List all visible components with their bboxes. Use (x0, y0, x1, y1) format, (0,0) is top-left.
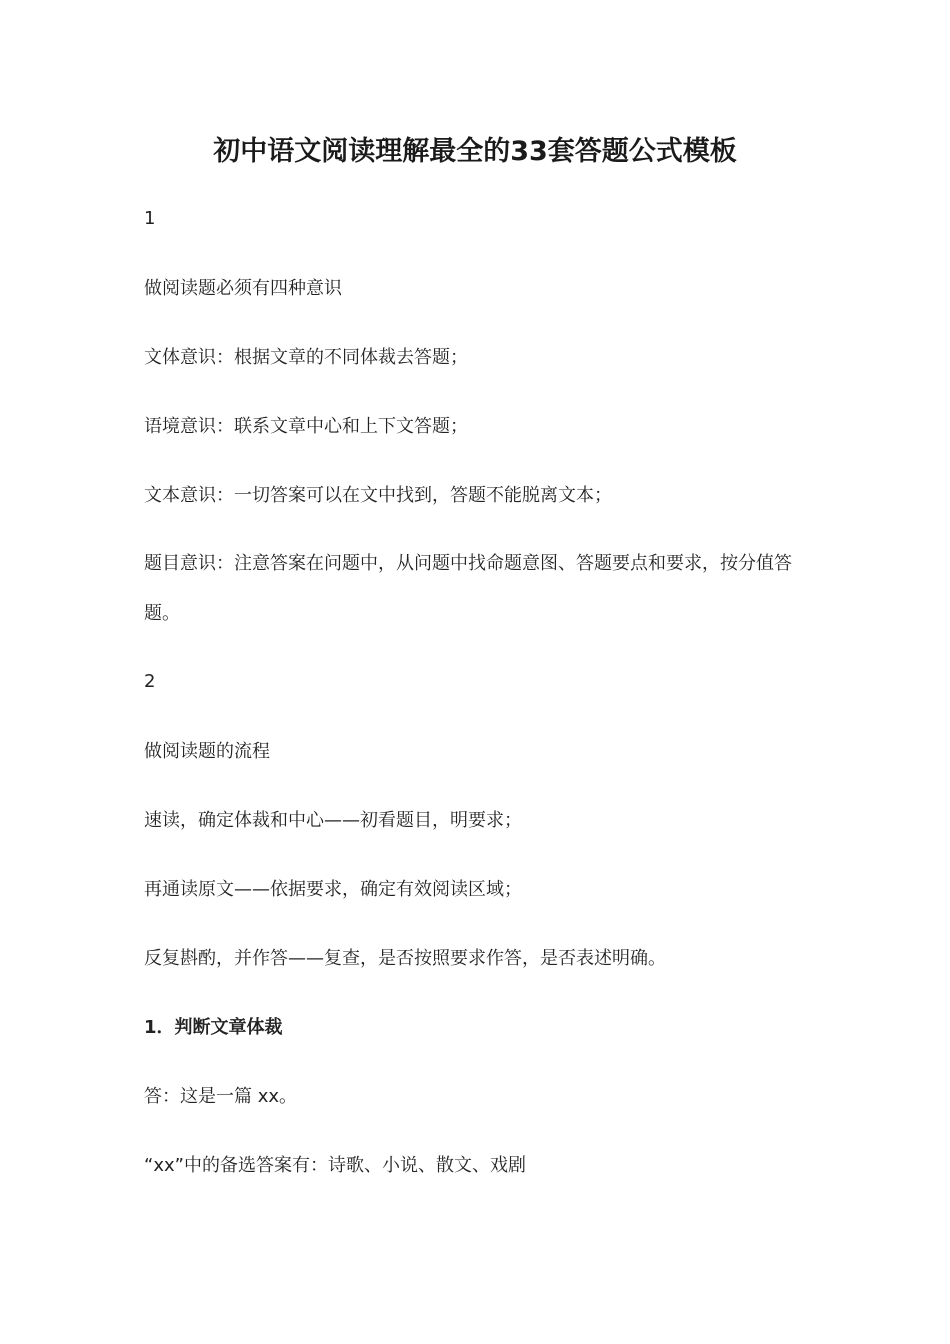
paragraph-question-awareness: 题目意识：注意答案在问题中，从问题中找命题意图、答题要点和要求，按分值答题。 (144, 553, 792, 624)
paragraph-style-awareness: 文体意识：根据文章的不同体裁去答题； (144, 347, 468, 368)
section-heading-1: 做阅读题必须有四种意识 (144, 278, 342, 299)
paragraph-step-3: 反复斟酌，并作答——复查，是否按照要求作答，是否表述明确。 (144, 948, 666, 969)
paragraph-context-awareness: 语境意识：联系文章中心和上下文答题； (144, 416, 468, 437)
section-number-1: 1 (144, 208, 156, 229)
paragraph-item1-answer: 答：这是一篇 xx。 (144, 1086, 298, 1107)
paragraph-text-awareness: 文本意识：一切答案可以在文中找到，答题不能脱离文本； (144, 485, 612, 506)
document-title: 初中语文阅读理解最全的33套答题公式模板 (213, 136, 737, 167)
item-heading-1: 1．判断文章体裁 (144, 1017, 283, 1038)
paragraph-step-2: 再通读原文——依据要求，确定有效阅读区域； (144, 879, 522, 900)
paragraph-item1-options: “xx”中的备选答案有：诗歌、小说、散文、戏剧 (144, 1155, 526, 1176)
section-heading-2: 做阅读题的流程 (144, 741, 270, 762)
section-number-2: 2 (144, 671, 156, 692)
paragraph-step-1: 速读，确定体裁和中心——初看题目，明要求； (144, 810, 522, 831)
